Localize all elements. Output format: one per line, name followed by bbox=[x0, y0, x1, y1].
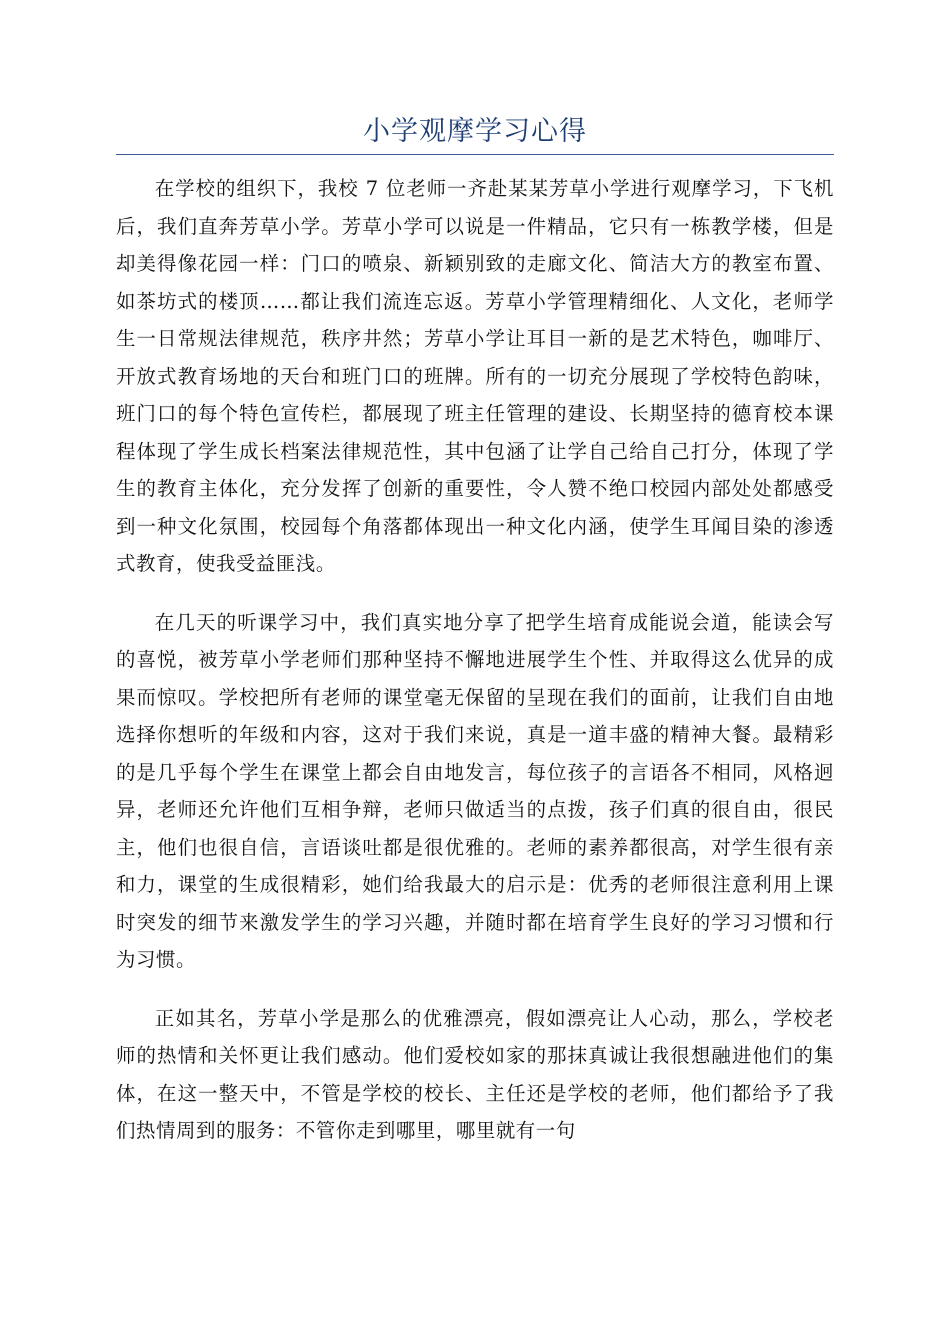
paragraph-2: 在几天的听课学习中，我们真实地分享了把学生培育成能说会道，能读会写的喜悦，被芳草小学老师们那种坚持不懈地进展学生个性、并取得这么优异的成果而惊叹。学校把所有老师的课堂毫无保留的呈现在我们的面前，让我们自由地选择你想听的年级和内容，这对于我们来说，真是一道丰盛的精神大餐。最精彩的是几乎每个学生在课堂上都会自由地发言，每位孩子的言语各不相同，风格迥异，老师还允许他们互相争辩，老师只做适当的点拨，孩子们真的很自由，很民主，他们也很自信，言语谈吐都是很优雅的。老师的素养都很高，对学生很有亲和力，课堂的生成很精彩，她们给我最大的启示是：优秀的老师很注意利用上课时突发的细节来激发学生的学习兴趣，并随时都在培育学生良好的学习习惯和行为习惯。 bbox=[116, 610, 834, 971]
document-title: 小学观摩学习心得 bbox=[363, 116, 587, 147]
title-underline bbox=[116, 154, 834, 155]
paragraph-3: 正如其名，芳草小学是那么的优雅漂亮，假如漂亮让人心动，那么，学校老师的热情和关怀更让我们感动。他们爱校如家的那抹真诚让我很想融进他们的集体，在这一整天中，不管是学校的校长、主任还是学校的老师，他们都给予了我们热情周到的服务：不管你走到哪里，哪里就有一句 bbox=[116, 1006, 834, 1142]
document-body bbox=[116, 170, 834, 1171]
paragraph-1: 在学校的组织下，我校 7 位老师一齐赴某某芳草小学进行观摩学习，下飞机后，我们直奔芳草小学。芳草小学可以说是一件精品，它只有一栋教学楼，但是却美得像花园一样：门口的喷泉、新颖别致的走廊文化、简洁大方的教室布置、如茶坊式的楼顶……都让我们流连忘返。芳草小学管理精细化、人文化，老师学生一日常规法律规范，秩序井然；芳草小学让耳目一新的是艺术特色，咖啡厅、开放式教育场地的天台和班门口的班牌。所有的一切充分展现了学校特色韵味，班门口的每个特色宣传栏，都展现了班主任管理的建设、长期坚持的德育校本课程体现了学生成长档案法律规范性，其中包涵了让学自己给自己打分，体现了学生的教育主体化，充分发挥了创新的重要性，令人赞不绝口校园内部处处都感受到一种文化氛围，校园每个角落都体现出一种文化内涵，使学生耳闻目染的渗透式教育，使我受益匪浅。 bbox=[116, 177, 834, 575]
